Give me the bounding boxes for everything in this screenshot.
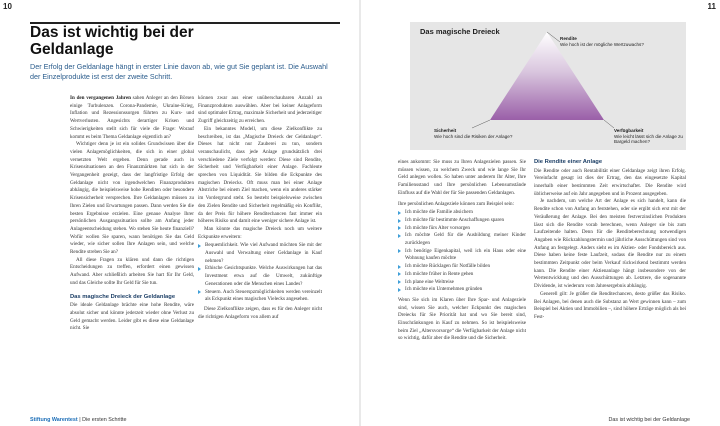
footer-separator: |: [77, 417, 83, 423]
list-item: Ich möchte die Familie absichern: [398, 209, 526, 217]
page-title-line2: Geldanlage: [30, 41, 114, 58]
page-title-line1: Das ist wichtig bei der: [30, 24, 194, 41]
paragraph: Ein bekanntes Modell, um diese Zielkonflikte zu beschreiben, ist das „Magische Dreieck der Geldanlage“. Dieses hat nicht nur Zauberei zu tun, sondern veranschaulicht, dass jede Anlage grundsätzlich drei verschiedene Ziele verfolgt werden: Diese sind Rendite, Sicherheit und Verfügbarkeit einer Anlage. Fachleute sprechen von Liquidität. Sie bilden die Eckpunkte des magischen Dreiecks. Oft muss man bei einer Anlage Abstriche bei einem Ziel machen, wenn ein anderes stärker im Vordergrund steht. So besteht beispielsweise zwischen den Zielen Rendite und Sicherheit regelmäßig ein Konflikt, da der Preis für höhere Renditechancen fast immer ein höheres Risiko und damit eine weniger sichere Anlage ist.: [198, 125, 322, 225]
list-item: Ethische Gesichtspunkte. Welche Auswirkungen hat das Investment etwa auf die Umwelt, zukünftige Generationen oder die Menschen eines Landes?: [198, 265, 322, 288]
page-number-right: 11: [707, 2, 716, 11]
paragraph: Diese Zielkonflikte zeigen, dass es für den Anleger nicht die richtigen Anlageform von allem auf: [198, 305, 322, 320]
lead-paragraph: Der Erfolg der Geldanlage hängt in erster Linie davon ab, wie gut Sie geplant ist. Die Auswahl der Einzelprodukte ist erst der zweite Schritt.: [30, 62, 328, 81]
list-item: Ich möchte Geld für die Ausbildung meiner Kinder zurücklegen: [398, 232, 526, 247]
corner-name: Verfügbarkeit: [614, 128, 644, 133]
list-item: Ich plane eine Weltreise: [398, 279, 526, 287]
magic-triangle-diagram: [410, 22, 686, 150]
paragraph: können zwar aus einer unüberschaubaren Anzahl an Finanzprodukten auswählen. Aber bei keiner Anlageform sind optimaler Ertrag, maximale Sicherheit und jederzeitiger Zugriff gleichzeitig zu erreichen.: [198, 95, 322, 125]
corner-question: Wie hoch ist der mögliche Wertzuwachs?: [560, 41, 644, 47]
corner-question: Wie leicht lässt sich die Anlage zu Bargeld machen?: [614, 133, 683, 145]
paragraph: Man könnte das magische Dreieck noch um weitere Eckpunkte erweitern:: [198, 225, 322, 240]
corner-sicherheit: [434, 128, 516, 139]
bullet-list-eckpunkte: [198, 242, 322, 304]
text-column-1: [70, 95, 194, 333]
subheading-magisches-dreieck: Das magische Dreieck der Geldanlage: [70, 293, 176, 300]
footer-brand: Stiftung Warentest: [30, 417, 78, 423]
text-column-4: [534, 159, 686, 322]
intro-text: sahen Anleger an den Börsen einige Turbulenzen. Corona-Pandemie, Ukraine-Krieg, Inflation und Rezessionssorgen führten zu Kurs- und Wertverlusten. Angesichts derartiger Krisen und Schwierigkeiten stellt sich für viele die Frage: Worauf kommt es beim Thema Geldanlage eigentlich an?: [70, 95, 194, 140]
list-item: Ich möchte Rücklagen für Notfälle bilden: [398, 263, 526, 271]
text-column-3: [398, 159, 526, 343]
list-item: Ich benötige Eigenkapital, weil ich ein Haus oder eine Wohnung kaufen möchte: [398, 248, 526, 263]
paragraph: Wichtiger denn je ist ein solides Grundwissen über die vielen Anlagemöglichkeiten, die sich in einer global vernetzten Welt ergeben. Denn gerade auch in Krisensituationen an den Finanzmärkten hat sich in der Vergangenheit gezeigt, dass der langfristige Erfolg der Geldanlage nicht von irgendwelchen Finanzprodukten abhängig, die beispielsweise hohe Renditen oder besondere Krisensicherheit versprechen. Ihre Geldanlagen müssen zu Ihren Zielen und Erwartungen passen. Dann werden Sie die besten Ergebnisse erzielen. Eine genaue Analyse Ihrer persönlichen Ausgangssituation sollte am Anfang jeder Anlageentscheidung stehen. Wo stehen Sie heute finanziell? Wofür wollen Sie sparen, wann benötigen Sie das Geld wieder, wie sicher sollen Ihre Anlagen sein, und welche Rendite streben Sie an?: [70, 141, 194, 256]
list-item: Ich möchte früher in Rente gehen: [398, 271, 526, 279]
paragraph: All diese Fragen zu klären und dann die richtigen Entscheidungen zu treffen, erfordert einen gewissen Aufwand. Aber schließlich arbeiten Sie hart für Ihr Geld, und das Gleiche sollte Ihr Geld für Sie tun.: [70, 256, 194, 286]
list-item: Bequemlichkeit. Wie viel Aufwand möchten Sie mit der Auswahl und Verwaltung einer Geldanlage in Kauf nehmen?: [198, 242, 322, 265]
intro-bold: In den vergangenen Jahren: [70, 95, 131, 101]
bullet-list-anlageziele: [398, 209, 526, 294]
footer-section: Die ersten Schritte: [82, 417, 127, 423]
footer-left: [30, 417, 126, 423]
page-spine: [359, 0, 361, 426]
paragraph: Ihre persönlichen Anlageziele können zum Beispiel sein:: [398, 200, 514, 207]
paragraph: Generell gilt: Je größer die Renditechancen, desto größer das Risiko. Bei Anlagen, bei denen auch die Substanz an Wert gewinnen kann – zum Beispiel bei Aktien und Immobilien –, sind höhere Erträge möglich als bei Fest-: [534, 290, 686, 320]
corner-rendite: [560, 36, 652, 47]
corner-name: Rendite: [560, 36, 577, 41]
corner-name: Sicherheit: [434, 128, 457, 133]
page-title: [30, 24, 194, 58]
paragraph: Je nachdem, um welche Art der Anlage es sich handelt, kann die Rendite schon von Anfang an feststehen, oder sie ergibt sich erst mit der Veräußerung der Anlage. Bei den meisten festverzinslichen Produkten lässt sich die Rendite vorab berechnen, wenn Anleger sie bis zum Laufzeitende halten. Denn für die Renditeberechnung notwendigen Angaben wie Rückzahlungstermin und jährliche Ausschüttungen sind von Anfang an festgelegt. Anders sieht es im Aktien- oder Fondsbereich aus. Diese haben keine feste Laufzeit, sodass die Rendite nur zu einem bestimmten Zeitpunkt oder beim Verkauf rückwirkend bestimmt werden kann. Die Rendite einer Aktienanlage hängt insbesondere von der Wertentwicklung und den Ausschüttungen ab. Letztere, die sogenannte Dividende, ist wiederum vom Jahresergebnis abhängig.: [534, 198, 686, 290]
page-number-left: 10: [3, 2, 12, 11]
list-item: Steuern. Auch Steuerspzmöglichkeiten werden vereinzelt als Eckpunkt eines magischen Vielecks angesehen.: [198, 289, 322, 304]
paragraph: eines ankommt: Sie muss zu Ihren Anlagezielen passen. Sie müssen wissen, zu welchem Zweck und wie lange Sie Ihr Geld anlegen wollen. So haben unter anderem Ihr Alter, Ihre Familiensstand und Ihre persönlichen Lebensumstände Einfluss auf die Wahl der für Sie passenden Geldanlagen.: [398, 159, 526, 196]
corner-question: Wie hoch sind die Risiken der Anlage?: [434, 133, 513, 139]
leader-line-left: [472, 120, 490, 128]
paragraph: Wenn Sie sich im Klaren über Ihre Spar- und Anlageziele sind, wissen Sie auch, welcher Eckpunkt des magischen Dreiecks für Sie Priorität hat und wo Sie bereit sind, Einschränkungen in Kauf zu nehmen. So ist beispielsweise beim Ziel „Altersvorsorge“ die Verfügbarkeit der Anlage nicht so wichtig, dafür aber die Rendite und die Sicherheit.: [398, 296, 526, 342]
list-item: Ich möchte fürs Alter vorsorgen: [398, 225, 526, 233]
subheading-rendite: Die Rendite einer Anlage: [534, 159, 603, 165]
paragraph: Die ideale Geldanlage brächte eine hohe Rendite, wäre absolut sicher und könnte jederzeit wieder ohne Verlust zu Geld gemacht werden. Leider gibt es diese eine Geldanlage nicht. Sie: [70, 302, 194, 332]
list-item: Ich möchte ein Unternehmen gründen: [398, 286, 526, 294]
corner-verfuegbarkeit: [614, 128, 686, 145]
text-column-2: [198, 95, 322, 321]
diagram-title: Das magische Dreieck: [420, 27, 500, 36]
paragraph: Die Rendite oder auch Rentabilität einer Geldanlage zeigt ihren Erfolg. Vereinfacht gesagt ist dies der Ertrag, den das eingesetzte Kapital innerhalb einer bestimmten Zeit erwirtschaftet. Die Rendite wird üblicherweise auf ein Jahr angegeben und in Prozent ausgegeben.: [534, 167, 686, 197]
leader-line-right: [604, 120, 614, 128]
footer-right: Das ist wichtig bei der Geldanlage: [608, 417, 690, 423]
list-item: Ich möchte für bestimmte Anschaffungen sparen: [398, 217, 526, 225]
intro-paragraph: [70, 95, 194, 141]
